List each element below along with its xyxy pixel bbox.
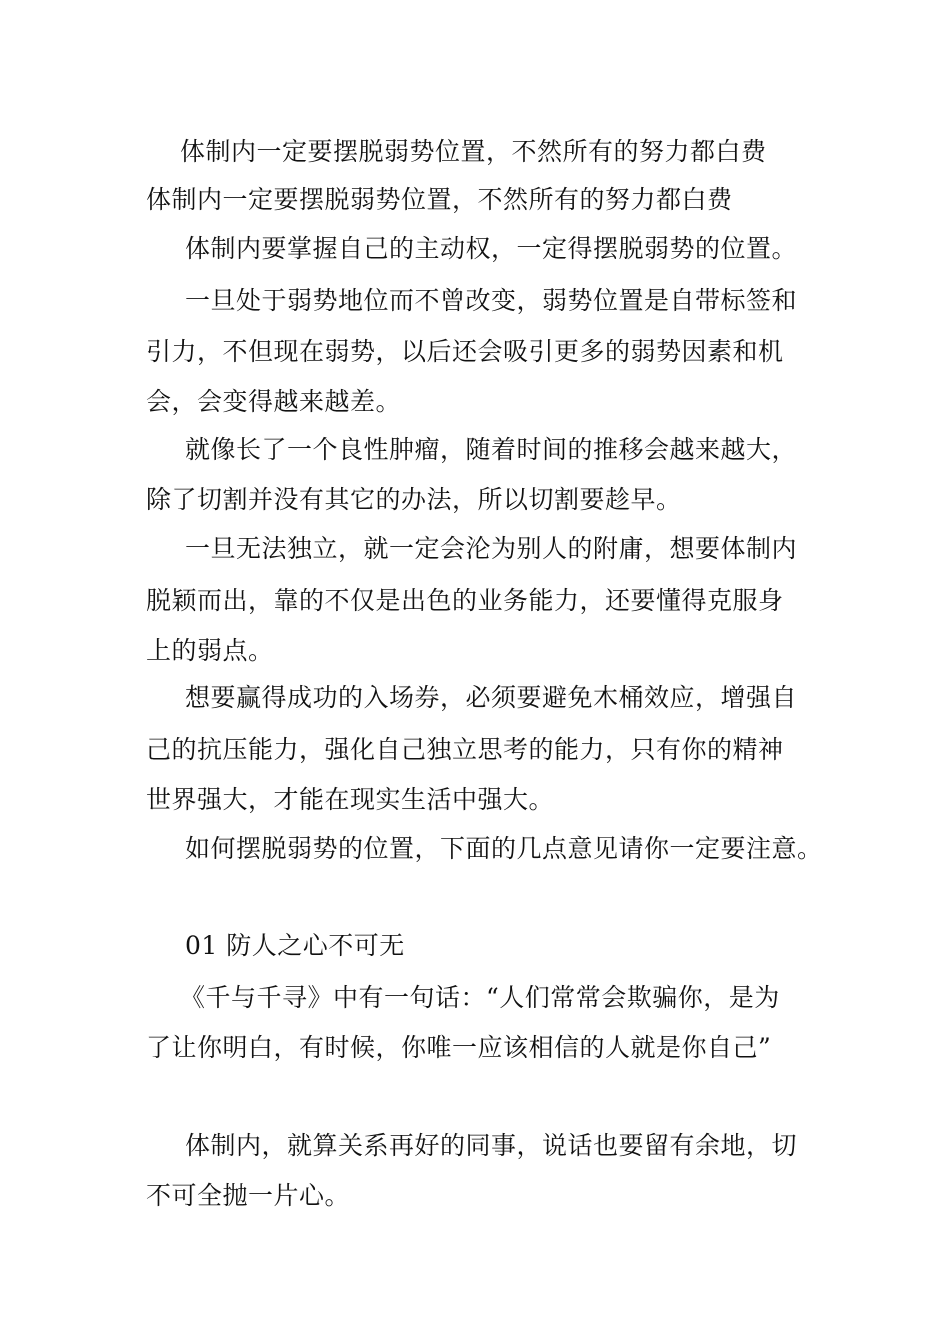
paragraph-6-line-1: 如何摆脱弱势的位置，下面的几点意见请你一定要注意。: [185, 834, 823, 863]
paragraph-2-line-1: 一旦处于弱势地位而不曾改变，弱势位置是自带标签和: [185, 286, 798, 315]
paragraph-4-line-2: 脱颖而出，靠的不仅是出色的业务能力，还要懂得克服身: [146, 586, 784, 615]
paragraph-1-line-1: 体制内要掌握自己的主动权，一定得摆脱弱势的位置。: [185, 234, 798, 263]
paragraph-5-line-1: 想要赢得成功的入场券，必须要避免木桶效应，增强自: [185, 683, 798, 712]
paragraph-2-line-3: 会，会变得越来越差。: [146, 387, 402, 416]
paragraph-4-line-1: 一旦无法独立，就一定会沦为别人的附庸，想要体制内: [185, 534, 798, 563]
quote-line-2: 了让你明白，有时候，你唯一应该相信的人就是你自己”: [146, 1033, 772, 1062]
closing-line-2: 不可全抛一片心。: [146, 1181, 351, 1210]
document-title: 体制内一定要摆脱弱势位置，不然所有的努力都白费: [180, 137, 767, 166]
quote-line-1: 《千与千寻》中有一句话：“人们常常会欺骗你，是为: [180, 983, 780, 1012]
paragraph-2-line-2: 引力，不但现在弱势，以后还会吸引更多的弱势因素和机: [146, 337, 784, 366]
paragraph-4-line-3: 上的弱点。: [146, 636, 274, 665]
paragraph-3-line-2: 除了切割并没有其它的办法，所以切割要趁早。: [146, 485, 682, 514]
section-heading: 01 防人之心不可无: [185, 931, 405, 960]
paragraph-5-line-3: 世界强大，才能在现实生活中强大。: [146, 785, 555, 814]
closing-line-1: 体制内，就算关系再好的同事，说话也要留有余地，切: [185, 1131, 798, 1160]
document-title-repeat: 体制内一定要摆脱弱势位置，不然所有的努力都白费: [146, 185, 733, 214]
paragraph-5-line-2: 己的抗压能力，强化自己独立思考的能力，只有你的精神: [146, 735, 784, 764]
paragraph-3-line-1: 就像长了一个良性肿瘤，随着时间的推移会越来越大，: [185, 435, 798, 464]
